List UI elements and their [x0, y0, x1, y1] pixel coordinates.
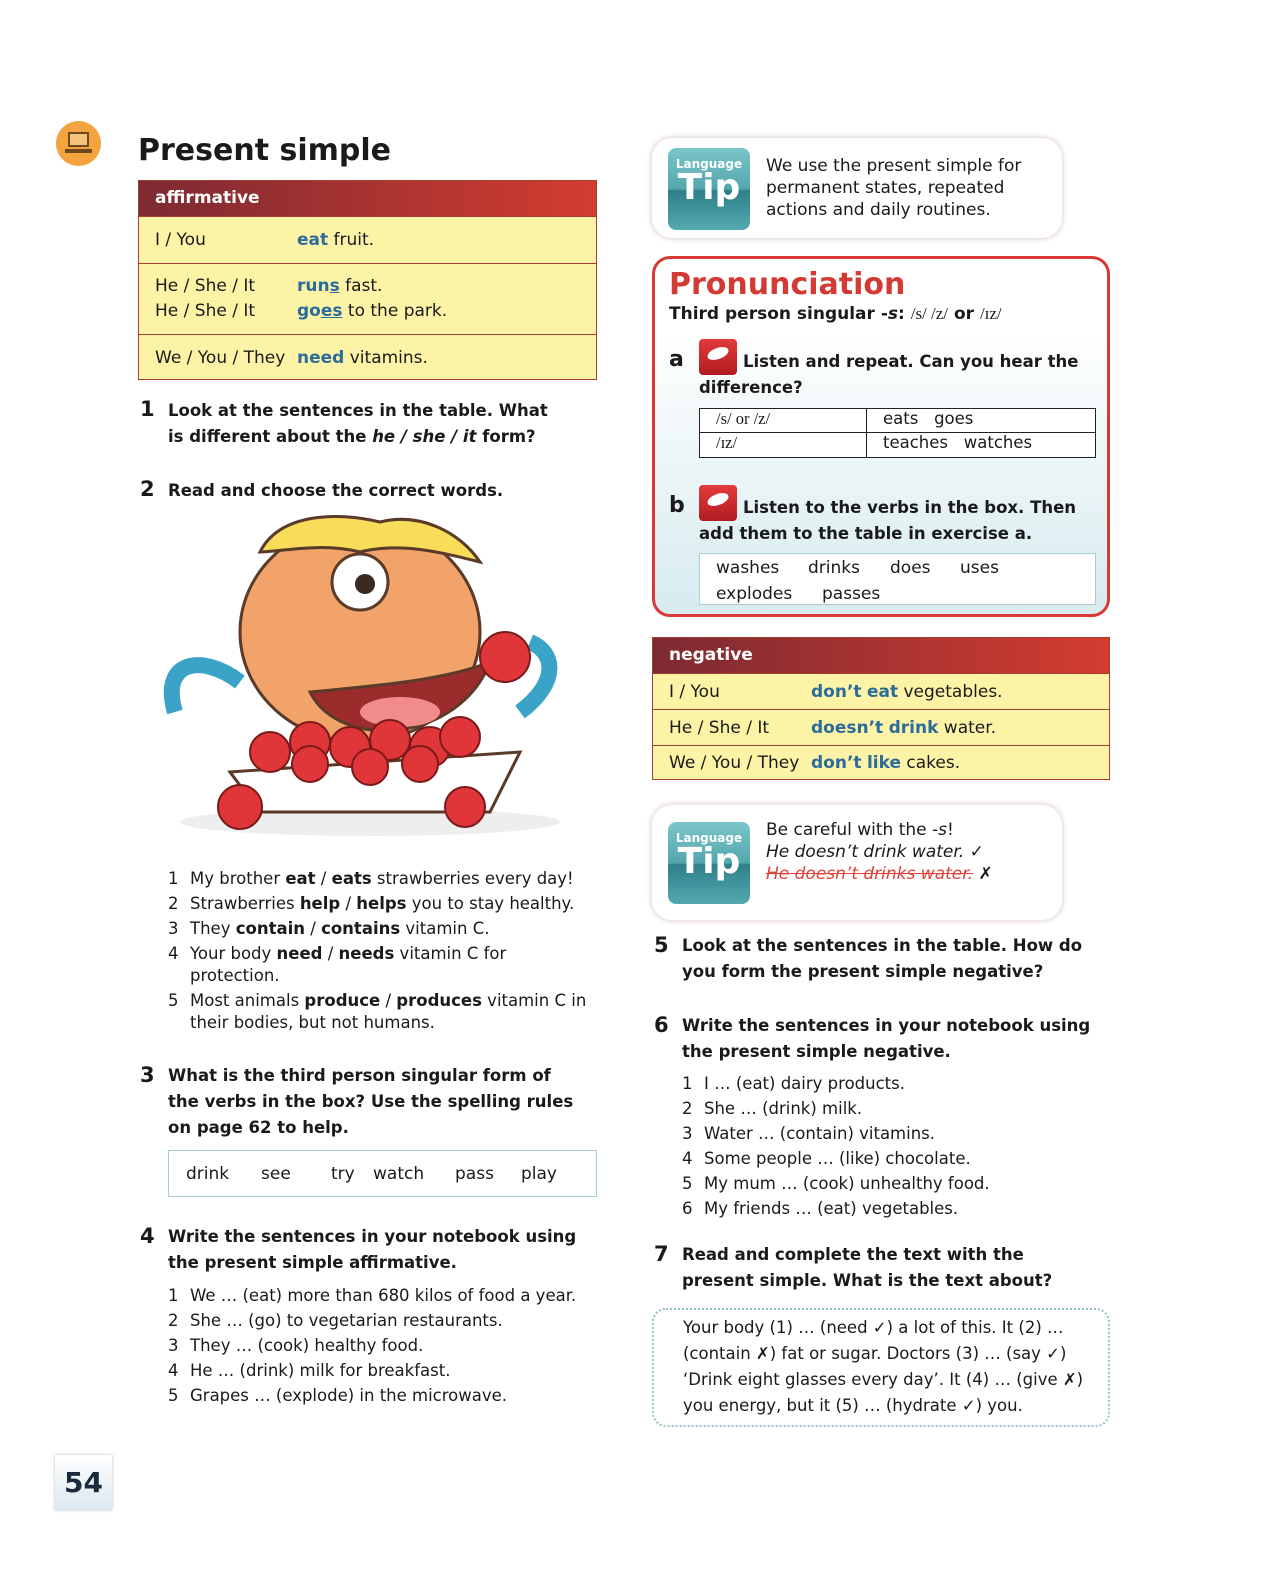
exercise-1-instruction	[168, 398, 568, 450]
pronunciation-subtitle: Third person singular -s: /s/ /z/ or /ɪz/	[669, 304, 1002, 324]
list-item: 3 They … (cook) healthy food.	[168, 1336, 424, 1355]
part-letter: a	[669, 347, 684, 372]
language-tip-icon: Language Tip	[668, 148, 750, 230]
list-item: 2 She … (drink) milk.	[682, 1099, 863, 1118]
list-item: 1 We … (eat) more than 680 kilos of food a year.	[168, 1286, 577, 1305]
rest: fast.	[339, 276, 383, 296]
language-tip-icon: Language Tip	[668, 822, 750, 904]
item-number: 3	[168, 919, 179, 938]
option-b[interactable]: helps	[356, 894, 407, 913]
item-number: 4	[168, 944, 179, 963]
table-row	[139, 216, 596, 263]
verb-box: washes drinks does uses explodes passes	[699, 553, 1096, 605]
option-a[interactable]: contain	[235, 919, 305, 938]
option-a[interactable]: need	[276, 944, 323, 963]
list-item: 2 Strawberries help / helps you to stay healthy.	[168, 891, 588, 916]
negative-table	[652, 637, 1110, 780]
word: drink	[186, 1163, 230, 1184]
list-item: 3 Water … (contain) vitamins.	[682, 1124, 936, 1143]
pronunciation-title: Pronunciation	[669, 267, 906, 302]
list-item: 5 Most animals produce / produces vitamin C in their bodies, but not humans.	[168, 991, 587, 1032]
text-italic: he / she / it	[372, 427, 477, 446]
exercise-number: 3	[140, 1063, 155, 1087]
subject: We / You / They	[155, 347, 286, 368]
affirmative-table	[138, 180, 597, 380]
exercise-6-list	[682, 1071, 990, 1221]
table-row: He / She / It doesn’t drink water.	[653, 709, 1109, 745]
list-item: 2 She … (go) to vegetarian restaurants.	[168, 1311, 503, 1330]
word: pass	[455, 1163, 494, 1184]
word-box	[168, 1150, 597, 1197]
word: see	[261, 1163, 291, 1184]
table-row: /ɪz/ teaches watches	[700, 433, 1095, 457]
verb-ending: es	[320, 301, 343, 321]
exercise-number: 4	[140, 1224, 155, 1248]
verb: go	[297, 301, 321, 321]
part-b-instruction: Listen to the verbs in the box. Then add them to the table in exercise a.	[699, 485, 1099, 547]
tip-text: Be careful with the -s! He doesn’t drink water. ✓ He doesn’t drinks water. ✗	[766, 820, 993, 884]
exercise-number: 1	[140, 397, 155, 421]
table-row	[139, 334, 596, 380]
text: form?	[476, 427, 536, 446]
exercise-4-list	[168, 1283, 576, 1408]
page-number: 54	[55, 1455, 112, 1510]
exercise-2-instruction: Read and choose the correct words.	[168, 481, 504, 500]
list-item: 4 He … (drink) milk for breakfast.	[168, 1361, 451, 1380]
list-item: 4 Some people … (like) chocolate.	[682, 1149, 971, 1168]
subject: I / You	[155, 230, 206, 250]
rest: vitamins.	[344, 347, 428, 368]
option-a[interactable]: eat	[285, 869, 316, 888]
reading-text-box	[652, 1308, 1110, 1427]
table-row: /s/ or /z/ eats goes	[700, 409, 1095, 433]
text-line: (contain ✗) fat or sugar. Doctors (3) … (say ✓)	[683, 1344, 1067, 1363]
list-item: 1 My brother eat / eats strawberries every day!	[168, 866, 588, 891]
negative-header: negative	[653, 638, 1109, 673]
audio-cd-icon[interactable]	[699, 485, 737, 521]
sound-table	[699, 408, 1096, 458]
item-number: 1	[168, 869, 179, 888]
subject: He / She / It	[155, 276, 256, 296]
option-b[interactable]: produces	[396, 991, 482, 1010]
language-tip-1	[652, 138, 1062, 238]
exercise-number: 7	[654, 1242, 669, 1266]
audio-cd-icon[interactable]	[699, 339, 737, 375]
cross-icon: ✗	[978, 864, 993, 884]
list-item: 3 They contain / contains vitamin C.	[168, 916, 588, 941]
exercise-2-list	[168, 866, 588, 1034]
list-item: 4 Your body need / needs vitamin C for protection.	[168, 944, 507, 985]
option-a[interactable]: produce	[304, 991, 381, 1010]
language-tip-2	[652, 805, 1062, 920]
pronunciation-box	[652, 256, 1110, 617]
verb: run	[297, 276, 330, 296]
rest: fruit.	[328, 230, 375, 250]
option-b[interactable]: needs	[338, 944, 395, 963]
option-a[interactable]: help	[299, 894, 341, 913]
text: Look at the sentences in the table. What is different about the	[168, 401, 548, 446]
affirmative-header: affirmative	[139, 181, 596, 216]
table-row: We / You / They don’t like cakes.	[653, 745, 1109, 779]
exercise-3-instruction: What is the third person singular form of the verbs in the box? Use the spelling rules on page 62 to help.	[168, 1066, 574, 1137]
option-b[interactable]: eats	[331, 869, 372, 888]
exercise-number: 6	[654, 1013, 669, 1037]
list-item: 5 My mum … (cook) unhealthy food.	[682, 1174, 990, 1193]
text-line: ‘Drink eight glasses every day’. It (4) … (give ✗)	[683, 1370, 1084, 1389]
tip-text: We use the present simple for permanent states, repeated actions and daily routines.	[766, 156, 1022, 220]
item-number: 2	[168, 894, 179, 913]
computer-icon	[56, 121, 101, 166]
list-item: 5 Grapes … (explode) in the microwave.	[168, 1386, 508, 1405]
check-icon: ✓	[969, 842, 984, 862]
part-letter: b	[669, 493, 685, 518]
table-row: I / You don’t eat vegetables.	[653, 673, 1109, 709]
exercise-4-instruction: Write the sentences in your notebook using the present simple affirmative.	[168, 1227, 577, 1272]
text-line: Your body (1) … (need ✓) a lot of this. It (2) …	[683, 1318, 1064, 1337]
verb: need	[297, 347, 345, 368]
exercise-6-instruction: Write the sentences in your notebook using the present simple negative.	[682, 1016, 1091, 1061]
word: watch	[373, 1163, 425, 1184]
exercise-number: 2	[140, 477, 155, 501]
page-title: Present simple	[138, 133, 391, 168]
verb-ending: s	[329, 276, 340, 296]
option-b[interactable]: contains	[321, 919, 401, 938]
exercise-number: 5	[654, 933, 669, 957]
exercise-5-instruction: Look at the sentences in the table. How do you form the present simple negative?	[682, 936, 1083, 981]
rest: to the park.	[342, 301, 448, 321]
verb: eat	[297, 230, 329, 250]
part-a-instruction: Listen and repeat. Can you hear the difference?	[699, 339, 1079, 401]
exercise-7-instruction: Read and complete the text with the present simple. What is the text about?	[682, 1245, 1053, 1290]
text-line: you energy, but it (5) … (hydrate ✓) you.	[683, 1396, 1023, 1415]
word: try	[331, 1163, 355, 1184]
list-item: 1 I … (eat) dairy products.	[682, 1074, 905, 1093]
item-number: 5	[168, 991, 179, 1010]
boy-eating-strawberries-illustration	[160, 512, 580, 842]
word: play	[521, 1163, 557, 1184]
subject: He / She / It	[155, 301, 256, 321]
list-item: 6 My friends … (eat) vegetables.	[682, 1199, 959, 1218]
table-row	[139, 263, 596, 334]
